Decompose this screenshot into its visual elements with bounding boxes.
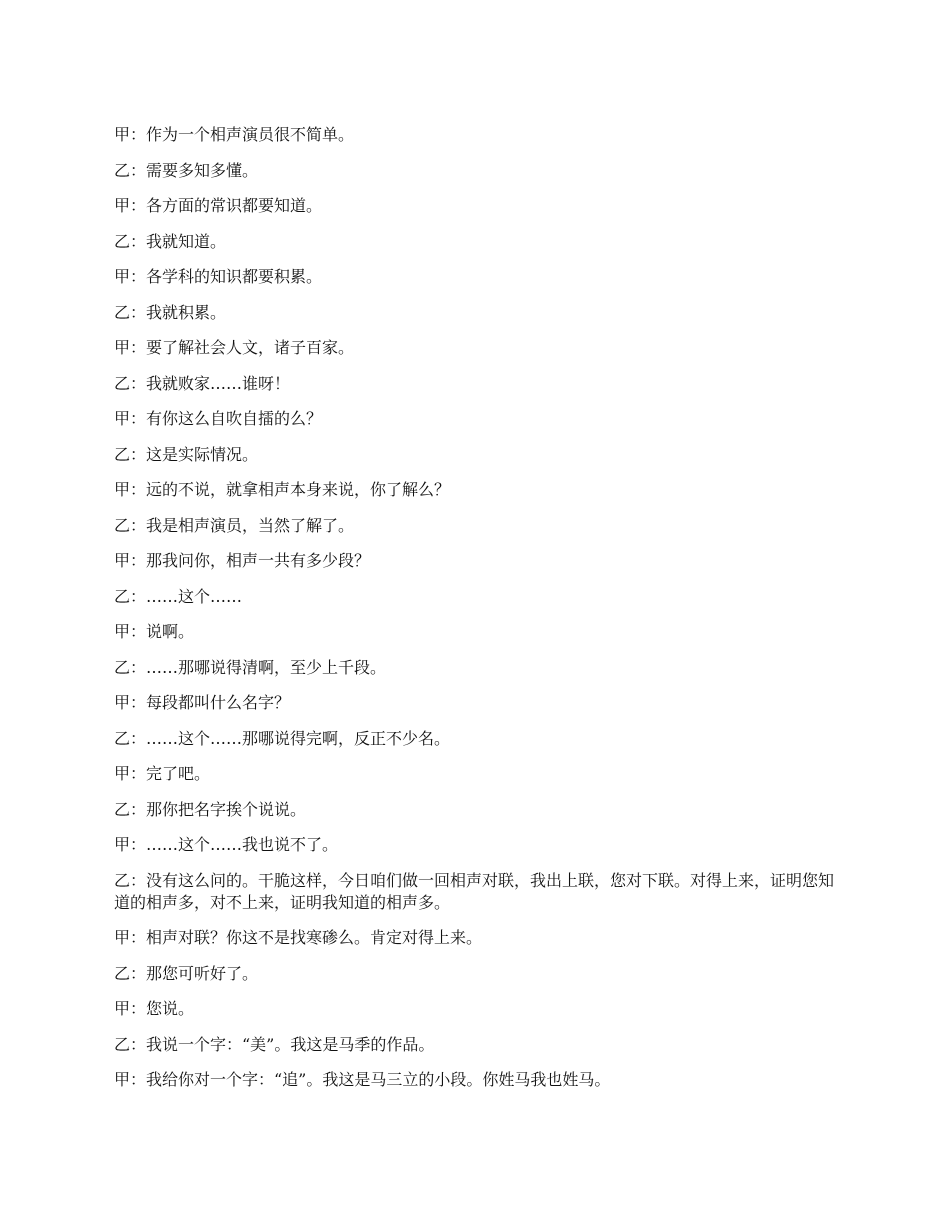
dialogue-line: 乙：……这个…… xyxy=(114,586,243,606)
dialogue-line: 甲：那我问你，相声一共有多少段？ xyxy=(114,551,371,570)
dialogue-line: 甲：完了吧。 xyxy=(114,764,211,783)
dialogue-line: 乙：……这个……那哪说得完啊，反正不少名。 xyxy=(114,728,451,748)
dialogue-line: 甲：相声对联？你这不是找寒碜么。肯定对得上来。 xyxy=(114,928,483,947)
dialogue-line: 甲：每段都叫什么名字？ xyxy=(114,693,291,712)
dialogue-line: 乙：我说一个字：“美”。我这是马季的作品。 xyxy=(114,1034,435,1054)
dialogue-line: 乙：……那哪说得清啊，至少上千段。 xyxy=(114,657,387,677)
dialogue-line: 乙：那您可听好了。 xyxy=(114,963,259,983)
dialogue-line: 乙：我是相声演员，当然了解了。 xyxy=(114,515,355,535)
dialogue-line: 乙：需要多知多懂。 xyxy=(114,160,259,180)
dialogue-line: 甲：远的不说，就拿相声本身来说，你了解么？ xyxy=(114,480,451,499)
dialogue-text xyxy=(114,124,844,1105)
dialogue-line: 甲：各方面的常识都要知道。 xyxy=(114,196,323,215)
dialogue-line: 乙：我就积累。 xyxy=(114,302,227,322)
dialogue-line: 甲：有你这么自吹自擂的么？ xyxy=(114,409,323,428)
dialogue-line: 乙：这是实际情况。 xyxy=(114,444,259,464)
dialogue-line: 甲：……这个……我也说不了。 xyxy=(114,835,339,854)
dialogue-line: 甲：各学科的知识都要积累。 xyxy=(114,267,323,286)
dialogue-line: 乙：我就败家……谁呀！ xyxy=(114,373,291,393)
dialogue-line: 甲：我给你对一个字：“追”。我这是马三立的小段。你姓马我也姓马。 xyxy=(114,1070,611,1089)
dialogue-line: 乙：那你把名字挨个说说。 xyxy=(114,799,307,819)
dialogue-line: 甲：说啊。 xyxy=(114,622,195,641)
dialogue-line: 甲：您说。 xyxy=(114,999,195,1018)
dialogue-line: 乙：没有这么问的。干脆这样，今日咱们做一回相声对联，我出上联，您对下联。对得上来，证明您知道的相声多，对不上来，证明我知道的相声多。 xyxy=(114,870,835,912)
dialogue-line: 乙：我就知道。 xyxy=(114,231,227,251)
dialogue-line: 甲：作为一个相声演员很不简单。 xyxy=(114,125,355,144)
dialogue-line: 甲：要了解社会人文，诸子百家。 xyxy=(114,338,355,357)
